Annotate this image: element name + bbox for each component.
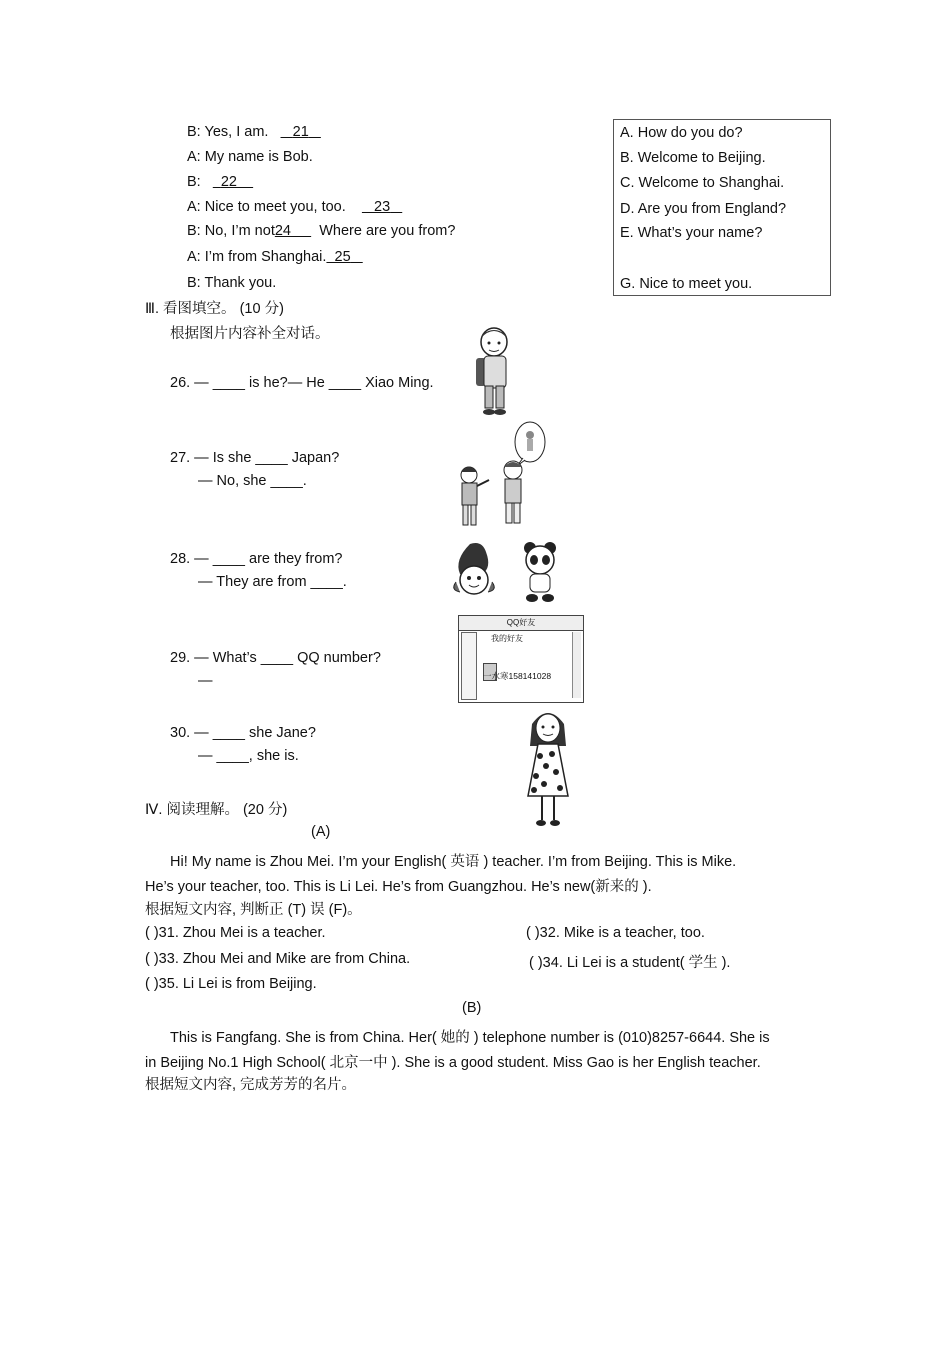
qq-my-friends: 我的好友 [491, 634, 523, 643]
fuwa-mascots-illustration [452, 540, 564, 604]
two-children-talking-illustration [455, 420, 550, 532]
question-30b: — ____, she is. [198, 748, 299, 764]
question-34: ( )34. Li Lei is a student( 学生 ). [529, 955, 731, 971]
question-32: ( )32. Mike is a teacher, too. [526, 925, 705, 941]
option-g: G. Nice to meet you. [620, 276, 753, 292]
blank-25[interactable]: 25 [334, 249, 351, 265]
question-33: ( )33. Zhou Mei and Mike are from China. [145, 951, 411, 967]
option-c: C. Welcome to Shanghai. [620, 175, 785, 191]
part-b-label: (B) [462, 1000, 482, 1016]
dialogue-line-23: A: Nice to meet you, too. 23 [187, 199, 402, 215]
passage-b-line-2: in Beijing No.1 High School( 北京一中 ). She is a good student. Miss Gao is her English teacher. [145, 1055, 761, 1071]
scrollbar[interactable] [572, 632, 581, 698]
question-29b: — [198, 673, 213, 689]
option-a: A. How do you do? [620, 125, 743, 141]
blank-22[interactable]: 22 [220, 174, 237, 190]
qq-friends-panel [458, 615, 584, 703]
question-30a: 30. — ____ she Jane? [170, 725, 316, 741]
blank-24[interactable]: 24 [274, 223, 291, 239]
dialogue-line-25: A: I’m from Shanghai. 25 [187, 249, 363, 265]
dialogue-line: B: Thank you. [187, 275, 277, 291]
question-27b: — No, she ____. [198, 473, 307, 489]
question-27a: 27. — Is she ____ Japan? [170, 450, 340, 466]
dialogue-line-22: B: 22 [187, 174, 253, 190]
part-a-label: (A) [311, 824, 331, 840]
section-4-title: Ⅳ. 阅读理解。 (20 分) [145, 802, 288, 818]
girl-in-polka-dot-dress-illustration [522, 706, 574, 828]
option-b: B. Welcome to Beijing. [620, 150, 766, 166]
question-28a: 28. — ____ are they from? [170, 551, 343, 567]
blank-23[interactable]: 23 [374, 199, 391, 215]
options-box [613, 119, 831, 296]
dialogue-line-21: B: Yes, I am. 21 [187, 124, 321, 140]
qq-entry: 一水寒158141028 [483, 671, 552, 681]
question-26: 26. — ____ is he?— He ____ Xiao Ming. [170, 375, 434, 391]
qq-sidebar [461, 632, 477, 700]
passage-a-line-2: He’s your teacher, too. This is Li Lei. He’s from Guangzhou. He’s new(新来的 ). [145, 879, 652, 895]
passage-b-line-1: This is Fangfang. She is from China. Her( 她的 ) telephone number is (010)8257-6644. She is [170, 1030, 770, 1046]
question-31: ( )31. Zhou Mei is a teacher. [145, 925, 326, 941]
instruction-a: 根据短文内容, 判断正 (T) 误 (F)。 [145, 902, 362, 918]
question-29a: 29. — What’s ____ QQ number? [170, 650, 381, 666]
section-3-instruction: 根据图片内容补全对话。 [170, 326, 330, 342]
option-d: D. Are you from England? [620, 201, 787, 217]
section-3-title: Ⅲ. 看图填空。 (10 分) [145, 301, 284, 317]
dialogue-line: A: My name is Bob. [187, 149, 313, 165]
blank-21[interactable]: 21 [292, 124, 309, 140]
option-e: E. What’s your name? [620, 225, 763, 241]
qq-title: QQ好友 [459, 616, 583, 631]
boy-with-backpack-illustration [470, 326, 518, 424]
instruction-b: 根据短文内容, 完成芳芳的名片。 [145, 1077, 357, 1093]
question-35: ( )35. Li Lei is from Beijing. [145, 976, 317, 992]
dialogue-line-24: B: No, I’m not24 Where are you from? [187, 223, 456, 239]
passage-a-line-1: Hi! My name is Zhou Mei. I’m your English( 英语 ) teacher. I’m from Beijing. This is Mike. [170, 854, 737, 870]
question-28b: — They are from ____. [198, 574, 347, 590]
